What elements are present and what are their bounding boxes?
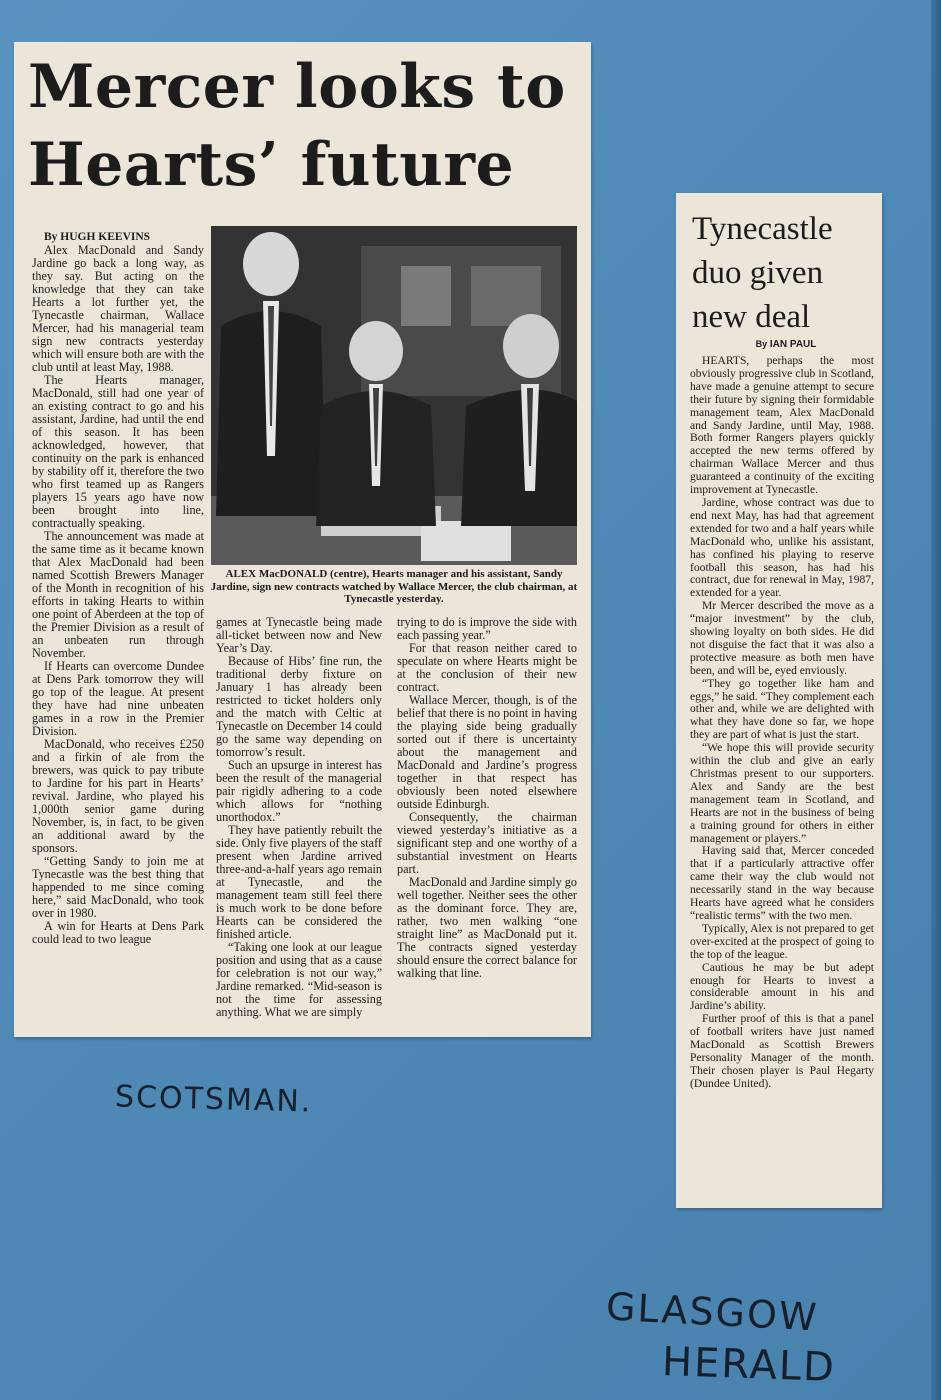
herald-headline-line-2: duo given — [692, 255, 824, 291]
paragraph: Typically, Alex is not prepared to get over-excited at the prospect of going to the top of the league. — [690, 921, 874, 961]
paragraph: Having said that, Mercer conceded that if a particularly attractive offer came their way the club would not necessarily stand in the way because Hearts have agreed what he considers “realistic terms” with the two men. — [690, 844, 874, 922]
headline-line-1: Mercer looks to — [28, 52, 566, 122]
paragraph: Consequently, the chairman viewed yesterday’s initiative as a significant step and one worthy of a substantial investment on Hearts part. — [397, 810, 577, 876]
paragraph: The Hearts manager, MacDonald, still had one year of an existing contract to go and his assistant, Jardine, had until the end of this season. It has been acknowledged, however, that continuity on the park is enhanced by stability off it, therefore the two who first teamed up as Rangers players 15 years ago have now been brought into line, contractually speaking. — [32, 373, 204, 530]
paragraph: Mr Mercer described the move as a “major investment” by the club, showing loyalty on both sides. He did not disguise the fact that it was also a protective measure as both men have been, and will be, eyed enviously. — [690, 599, 874, 677]
photograph-illustration — [211, 226, 577, 565]
paragraph: HEARTS, perhaps the most obviously progressive club in Scotland, have made a genuine attempt to secure their future by signing their formidable management team, Alex MacDonald and Sandy Jardine, until May, 1988. Both former Rangers players quickly accepted the new terms offered by chairman Wallace Mercer and thus guaranteed a continuity of the exciting improvement at Tynecastle. — [690, 355, 874, 497]
herald-clipping — [676, 193, 882, 1208]
paragraph: They have patiently rebuilt the side. Only five players of the staff present when Jardine arrived three-and-a-half years ago remain at Tynecastle, and the management team still feel there is much work to be done before Hearts can be considered the finished article. — [216, 823, 382, 941]
paragraph: “They go together like ham and eggs,” he said. “They complement each other and, while we are delighted with what they have done so far, we hope they are part of what is just the start. — [690, 676, 874, 742]
paragraph: trying to do is improve the side with each passing year.” — [397, 616, 577, 642]
paragraph: Alex MacDonald and Sandy Jardine go back a long way, as they say. But acting on the knowledge that they can take Hearts a lot further yet, the Tynecastle chairman, Wallace Mercer, had his managerial team sign new contracts yesterday which will ensure both are with the club until at least May, 1988. — [32, 243, 204, 374]
paragraph: Wallace Mercer, though, is of the belief that there is no point in having the playing side being gradually sorted out if there is uncertainty about the management and MacDonald and Jardine’s progress together in that respect has obviously been noted elsewhere outside Edinburgh. — [397, 693, 577, 811]
byline-name: IAN PAUL — [769, 339, 817, 350]
photo-caption: ALEX MacDONALD (centre), Hearts manager and his assistant, Sandy Jardine, sign new contracts watched by Wallace Mercer, the club chairman, at Tynecastle yesterday. — [210, 568, 578, 605]
article-column-2 — [216, 616, 382, 1031]
headline-line-2: Hearts’ future — [28, 130, 515, 200]
herald-headline-line-1: Tynecastle — [692, 211, 833, 247]
paragraph: A win for Hearts at Dens Park could lead to two league — [32, 919, 204, 946]
paragraph: Such an upsurge in interest has been the result of the managerial pair rigidly adhering to a code which allows for “nothing unorthodox.” — [216, 758, 382, 824]
herald-article-body — [690, 355, 874, 1205]
paragraph: Further proof of this is that a panel of football writers have just named MacDonald as Scottish Brewers Personality Manager of the month. Their chosen player is Paul Hegarty (Dundee United). — [690, 1012, 874, 1090]
paragraph: If Hearts can overcome Dundee at Dens Park tomorrow they will go top of the league. At present they have had nine unbeaten games in a row in the Premier Division. — [32, 659, 204, 738]
paragraph: The announcement was made at the same time as it became known that Alex MacDonald had been named Scottish Brewers Manager of the Month in recognition of his efforts in taking Hearts to within one point of Aberdeen at the top of the Premier Division as a result of an unbeaten run through November. — [32, 529, 204, 660]
paragraph: “We hope this will provide security within the club and give an early Christmas present to our supporters. Alex and Sandy are the best management team in Scotland, and Hearts are not in the business of being a training ground for others in either management or players.” — [690, 741, 874, 845]
album-page-edge — [931, 0, 941, 1400]
paragraph: Jardine, whose contract was due to end next May, has had that agreement extended for two and a half years while MacDonald who, unlike his assistant, has confined his playing to reserve football this season, has had his contract, due for renewal in May, 1987, extended for a year. — [690, 495, 874, 600]
paragraph: For that reason neither cared to speculate on where Hearts might be at the conclusion of their new contract. — [397, 641, 577, 694]
article-column-3 — [397, 616, 577, 1031]
headline — [28, 48, 588, 204]
paragraph: Because of Hibs’ fine run, the traditional derby fixture on January 1 has already been restricted to ticket holders only and the match with Celtic at Tynecastle on December 14 could go the same way depending on tomorrow’s result. — [216, 654, 382, 759]
handwritten-source-glasgow: GLASGOW — [604, 1284, 820, 1340]
scotsman-clipping — [14, 42, 591, 1037]
article-column-1 — [32, 231, 204, 1031]
paragraph: games at Tynecastle being made all-ticket between now and New Year’s Day. — [216, 616, 382, 655]
paragraph: MacDonald and Jardine simply go well together. Neither sees the other as the dominant force. They are, rather, two men walking “one straight line” as MacDonald put it. The contracts signed yesterday should ensure the correct balance for walking that line. — [397, 875, 577, 980]
byline: By HUGH KEEVINS — [44, 231, 151, 243]
paragraph: “Getting Sandy to join me at Tynecastle was the best thing that happended to me since coming here,” said MacDonald, who took over in 1980. — [32, 854, 204, 920]
handwritten-source-herald: HERALD — [661, 1338, 837, 1392]
paragraph: Cautious he may be but adept enough for Hearts to invest a considerable amount in his and Jardine’s ability. — [690, 960, 874, 1013]
herald-headline — [692, 207, 878, 339]
herald-byline — [696, 339, 876, 350]
paragraph: “Taking one look at our league position and using that as a cause for celebration is not our way,” Jardine remarked. “Mid-season is not the time for assessing anything. What we are simply — [216, 940, 382, 1019]
byline-prefix: By — [755, 339, 768, 349]
herald-headline-line-3: new deal — [692, 299, 811, 335]
paragraph: MacDonald, who receives £250 and a firkin of ale from the brewers, was quick to pay tribute to Jardine for his part in Hearts’ revival. Jardine, who played his 1,000th senior game during November, is, in fact, to be given an additional award by the sponsors. — [32, 737, 204, 855]
photograph — [211, 226, 577, 565]
handwritten-source-scotsman: SCOTSMAN. — [114, 1079, 313, 1120]
